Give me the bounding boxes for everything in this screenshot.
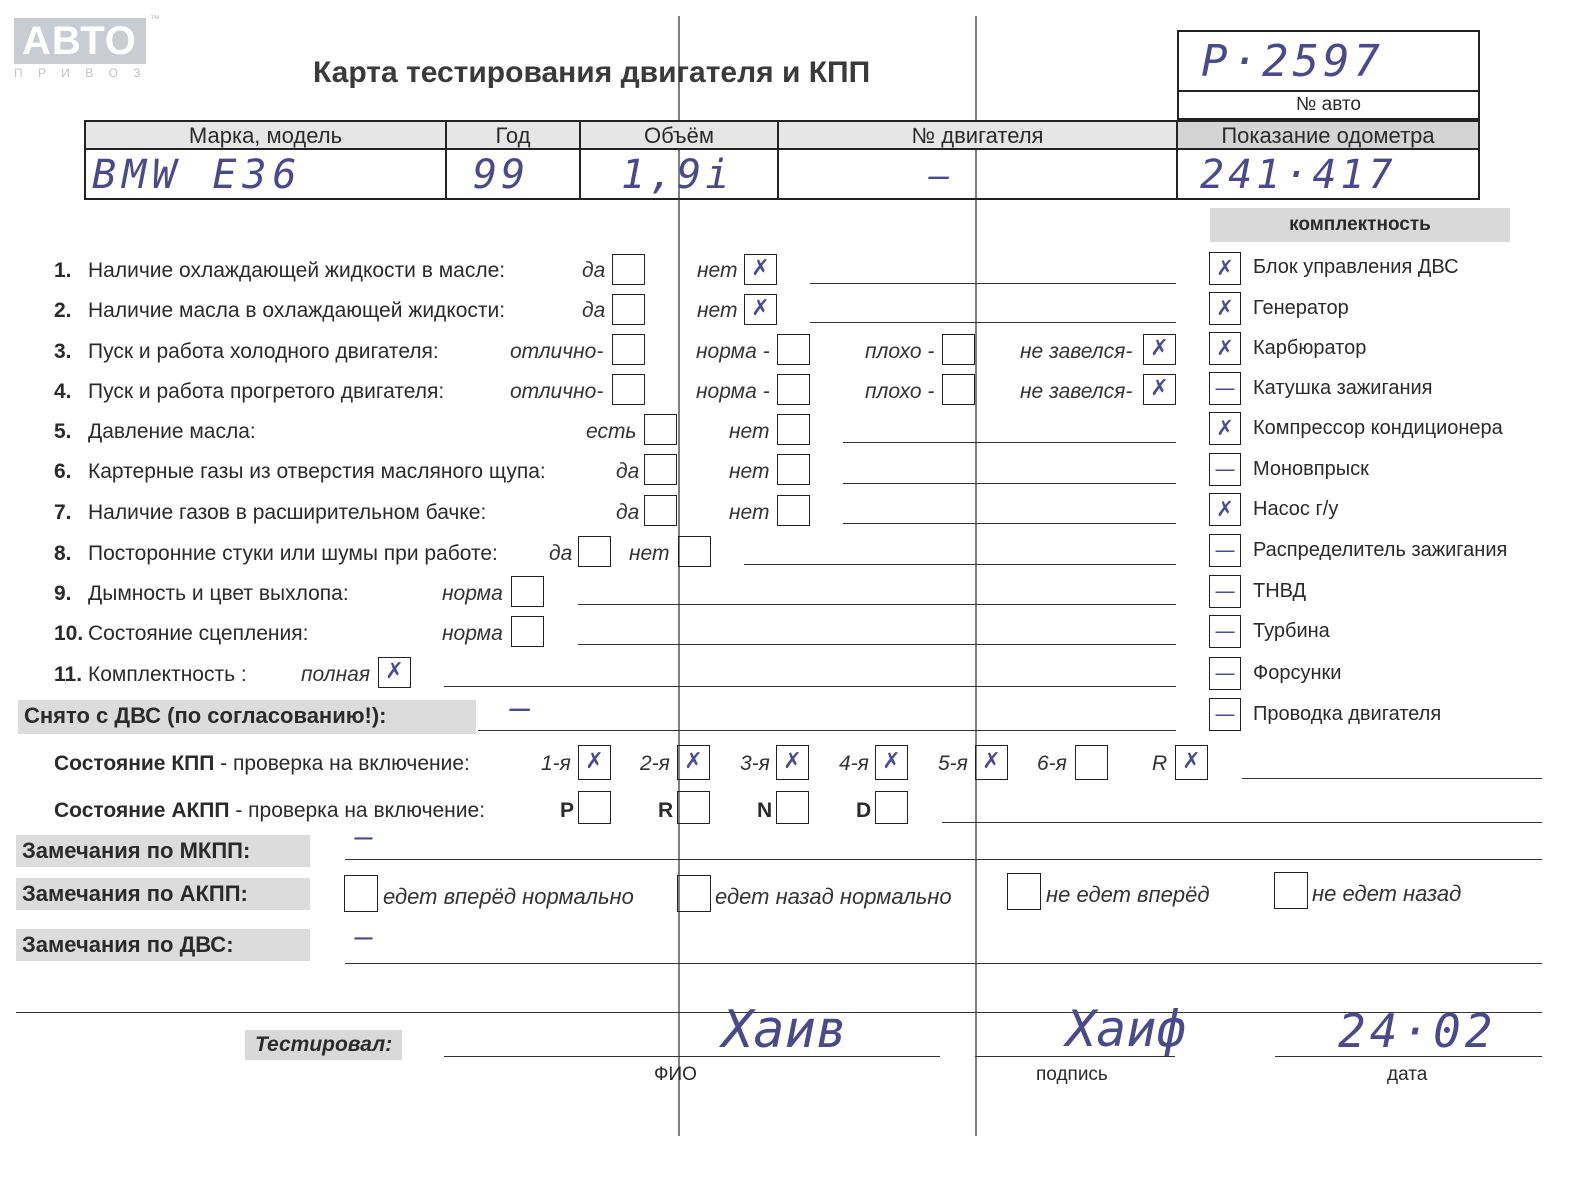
completeness-label-0: Блок управления ДВС (1253, 256, 1459, 278)
completeness-checkbox-0[interactable]: ✗ (1209, 252, 1241, 285)
completeness-label-11: Проводка двигателя (1253, 703, 1442, 725)
akpp-line (942, 822, 1542, 823)
odometer-value: 241·417 (1200, 152, 1397, 198)
option-checkbox[interactable]: ✗ (744, 294, 777, 325)
kpp-label (54, 752, 470, 776)
option-checkbox[interactable] (644, 495, 677, 526)
option-label: нет (697, 259, 738, 282)
date-value: 24·02 (1338, 1004, 1497, 1058)
option-checkbox[interactable] (942, 374, 975, 405)
fio-value: Хаив (722, 1000, 848, 1060)
logo-brand: АВТО (14, 18, 146, 64)
remarks-dvs-line (345, 963, 1542, 964)
completeness-checkbox-1[interactable]: ✗ (1209, 292, 1241, 325)
option-checkbox[interactable] (612, 294, 645, 325)
completeness-label-9: Турбина (1253, 620, 1330, 642)
question-text: Посторонние стуки или шумы при работе: (88, 542, 498, 565)
engine-number-value: — (929, 156, 950, 196)
cell-year (445, 148, 581, 200)
completeness-label-7: Распределитель зажигания (1253, 539, 1508, 561)
signature-line (975, 1056, 1175, 1057)
option-label: нет (729, 420, 770, 443)
remarks-akpp-label: Замечания по АКПП: (16, 878, 310, 910)
option-checkbox[interactable] (511, 576, 544, 607)
remarks-mkpp-value: — (355, 820, 374, 855)
signature-value: Хаиф (1066, 1000, 1187, 1058)
option-checkbox[interactable]: ✗ (1143, 334, 1176, 365)
completeness-label-4: Компрессор кондиционера (1253, 417, 1503, 439)
option-label: отлично- (510, 340, 604, 363)
akpp-mode-checkbox[interactable] (875, 791, 908, 824)
answer-line (810, 283, 1176, 284)
signature-label: подпись (1036, 1064, 1108, 1085)
completeness-checkbox-2[interactable]: ✗ (1209, 332, 1241, 365)
option-label: нет (629, 542, 670, 565)
question-number: 1. (54, 259, 72, 282)
akpp-mode-checkbox[interactable] (578, 791, 611, 824)
col-header-odometer: Показание одометра (1176, 120, 1480, 150)
col-header-year: Год (445, 120, 581, 150)
model-value: BMW E36 (92, 152, 303, 198)
akpp-mode-label: D (856, 799, 872, 822)
answer-line (578, 604, 1176, 605)
answer-line (843, 523, 1176, 524)
akpp-remark-checkbox[interactable] (1274, 872, 1308, 909)
completeness-checkbox-9[interactable]: — (1209, 615, 1241, 648)
akpp-remark-checkbox[interactable] (1007, 873, 1041, 910)
completeness-label-3: Катушка зажигания (1253, 377, 1433, 399)
completeness-checkbox-10[interactable]: — (1209, 657, 1241, 690)
option-label: да (582, 259, 606, 282)
car-number-box (1177, 30, 1480, 120)
volume-value: 1,9i (621, 152, 734, 198)
question-text: Пуск и работа холодного двигателя: (88, 340, 439, 363)
question-number: 8. (54, 542, 72, 565)
gear-checkbox[interactable]: ✗ (875, 745, 908, 780)
akpp-remark-checkbox[interactable] (344, 875, 378, 912)
removed-value: — (510, 688, 531, 728)
remarks-mkpp-line (345, 859, 1542, 860)
option-checkbox[interactable] (612, 334, 645, 365)
question-text: Состояние сцепления: (88, 622, 309, 645)
option-label: нет (729, 501, 770, 524)
gear-label: 6-я (1037, 752, 1067, 775)
option-checkbox[interactable]: ✗ (744, 254, 777, 285)
option-checkbox[interactable] (644, 454, 677, 485)
akpp-remark-label: не едет назад (1312, 881, 1462, 906)
gear-checkbox[interactable]: ✗ (677, 745, 710, 780)
answer-line (578, 644, 1176, 645)
option-label: плохо - (865, 340, 935, 363)
question-number: 4. (54, 380, 72, 403)
option-label: да (582, 299, 606, 322)
car-number-value: P·2597 (1201, 36, 1384, 87)
akpp-remark-label: едет вперёд нормально (383, 884, 634, 909)
logo-sub: П Р И В О З (14, 66, 147, 80)
option-checkbox[interactable] (777, 454, 810, 485)
gear-label: 1-я (541, 752, 571, 775)
gear-checkbox[interactable] (1075, 745, 1108, 780)
option-checkbox[interactable] (678, 536, 711, 567)
gear-label: 5-я (938, 752, 968, 775)
gear-label: R (1152, 752, 1168, 775)
option-checkbox[interactable] (777, 374, 810, 405)
option-label: норма (442, 622, 503, 645)
removed-label: Снято с ДВС (по согласованию!): (18, 700, 476, 734)
gear-checkbox[interactable]: ✗ (776, 745, 809, 780)
fio-line (444, 1056, 940, 1057)
col-header-volume: Объём (579, 120, 779, 150)
question-number: 2. (54, 299, 72, 322)
question-number: 9. (54, 582, 72, 605)
option-checkbox[interactable]: ✗ (378, 657, 411, 688)
completeness-checkbox-4[interactable]: ✗ (1209, 412, 1241, 445)
akpp-mode-label: N (757, 799, 773, 822)
completeness-title: комплектность (1210, 208, 1510, 242)
question-number: 3. (54, 340, 72, 363)
answer-line (843, 483, 1176, 484)
completeness-label-6: Насос г/у (1253, 498, 1339, 520)
logo-tm: ™ (150, 14, 160, 25)
completeness-label-1: Генератор (1253, 297, 1349, 319)
akpp-label-rest: - проверка на включение: (229, 799, 486, 822)
option-label: норма (442, 582, 503, 605)
col-header-model: Марка, модель (84, 120, 447, 150)
option-checkbox[interactable] (612, 374, 645, 405)
kpp-label-rest: - проверка на включение: (214, 752, 470, 775)
completeness-checkbox-3[interactable]: — (1209, 372, 1241, 405)
remarks-dvs-value: — (355, 920, 374, 955)
completeness-checkbox-6[interactable]: ✗ (1209, 493, 1241, 526)
akpp-remark-checkbox[interactable] (677, 875, 711, 912)
option-label: плохо - (865, 380, 935, 403)
completeness-label-10: Форсунки (1253, 662, 1342, 684)
car-number-divider (1179, 90, 1478, 92)
remarks-mkpp-label: Замечания по МКПП: (16, 835, 310, 867)
option-label: отлично- (510, 380, 604, 403)
option-checkbox[interactable]: ✗ (1143, 374, 1176, 405)
option-label: не завелся- (1020, 380, 1133, 403)
option-checkbox[interactable] (644, 414, 677, 445)
gear-checkbox[interactable]: ✗ (975, 745, 1008, 780)
akpp-label-bold: Состояние АКПП (54, 799, 230, 822)
answer-line (744, 564, 1176, 565)
fio-label: ФИО (654, 1064, 697, 1085)
option-checkbox[interactable] (777, 334, 810, 365)
akpp-mode-label: R (658, 799, 674, 822)
date-line (1275, 1056, 1542, 1057)
question-number: 11. (54, 663, 83, 686)
col-header-engine-number: № двигателя (777, 120, 1178, 150)
answer-line (444, 686, 1176, 687)
cell-model (84, 148, 447, 200)
completeness-label-5: Моновпрыск (1253, 458, 1369, 480)
logo (14, 14, 160, 80)
cell-volume (579, 148, 779, 200)
option-label: норма - (696, 380, 770, 403)
question-text: Наличие масла в охлаждающей жидкости: (88, 299, 506, 322)
kpp-line (1242, 778, 1542, 779)
gear-checkbox[interactable]: ✗ (578, 745, 611, 780)
question-number: 5. (54, 420, 72, 443)
year-value: 99 (473, 152, 530, 198)
completeness-checkbox-11[interactable]: — (1209, 698, 1241, 731)
option-checkbox[interactable] (511, 616, 544, 647)
completeness-checkbox-5[interactable]: — (1209, 453, 1241, 486)
car-number-label: № авто (1296, 94, 1361, 115)
kpp-label-bold: Состояние КПП (54, 752, 215, 775)
question-text: Комплектность : (88, 663, 247, 686)
answer-line (843, 442, 1176, 443)
akpp-remark-label: не едет вперёд (1046, 882, 1210, 907)
gear-label: 4-я (839, 752, 869, 775)
question-number: 7. (54, 501, 72, 524)
akpp-mode-checkbox[interactable] (776, 791, 809, 824)
option-label: да (549, 542, 573, 565)
akpp-label (54, 799, 485, 823)
remarks-dvs-label: Замечания по ДВС: (16, 929, 310, 961)
tested-label: Тестировал: (245, 1030, 402, 1060)
question-text: Картерные газы из отверстия масляного щупа: (88, 460, 546, 483)
removed-section (18, 700, 476, 734)
option-checkbox[interactable] (942, 334, 975, 365)
answer-line (810, 322, 1176, 323)
cell-odometer (1176, 148, 1480, 200)
option-checkbox[interactable] (777, 495, 810, 526)
completeness-label-2: Карбюратор (1253, 337, 1367, 359)
question-text: Пуск и работа прогретого двигателя: (88, 380, 445, 403)
removed-line (478, 730, 1176, 731)
question-text: Дымность и цвет выхлопа: (88, 582, 349, 605)
option-label: да (616, 460, 640, 483)
option-checkbox[interactable] (612, 254, 645, 285)
option-label: норма - (696, 340, 770, 363)
date-label: дата (1387, 1064, 1428, 1085)
question-number: 6. (54, 460, 72, 483)
option-label: нет (729, 460, 770, 483)
option-checkbox[interactable] (777, 414, 810, 445)
akpp-remark-label: едет назад нормально (715, 884, 952, 909)
completeness-label-8: ТНВД (1253, 580, 1307, 602)
akpp-mode-label: P (560, 799, 575, 822)
completeness-checkbox-8[interactable]: — (1209, 575, 1241, 608)
question-text: Наличие газов в расширительном бачке: (88, 501, 487, 524)
option-label: есть (586, 420, 637, 443)
cell-engine-number (777, 148, 1178, 200)
akpp-mode-checkbox[interactable] (677, 791, 710, 824)
question-number: 10. (54, 622, 84, 645)
completeness-checkbox-7[interactable]: — (1209, 534, 1241, 567)
question-text: Давление масла: (88, 420, 256, 443)
option-label: полная (301, 663, 371, 686)
option-label: не завелся- (1020, 340, 1133, 363)
option-checkbox[interactable] (578, 536, 611, 567)
gear-label: 2-я (640, 752, 670, 775)
page-title: Карта тестирования двигателя и КПП (313, 56, 871, 89)
option-label: нет (697, 299, 738, 322)
option-label: да (616, 501, 640, 524)
gear-label: 3-я (740, 752, 770, 775)
gear-checkbox[interactable]: ✗ (1175, 745, 1208, 780)
question-text: Наличие охлаждающей жидкости в масле: (88, 259, 506, 282)
